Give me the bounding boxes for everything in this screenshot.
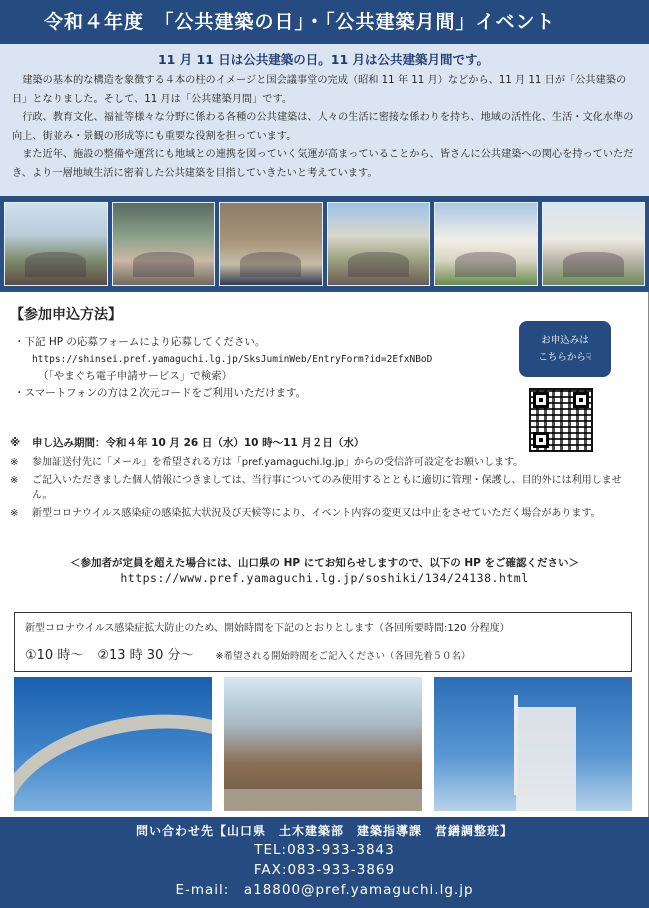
photo-building-facade [542,202,646,286]
intro-headline: 11 月 11 日は公共建築の日。11 月は公共建築月間です。 [157,52,490,67]
apply-form-link[interactable]: https://shinsei.pref.yamaguchi.lg.jp/SksJuminWeb/EntryForm?id=2EfxNBoD [32,354,433,365]
note-application-period [10,436,630,451]
photo-autumn-trees [224,677,422,811]
apply-instructions [14,334,494,402]
apply-line-smartphone: ・スマートフォンの方は２次元コードをご利用いただけます。 [14,387,307,399]
note-mark: ※ [10,437,21,449]
notes-list [10,436,630,524]
event-photo-strip [0,196,649,292]
apply-search-hint: （「やまぐち電子申請サービス」で検索） [38,370,233,382]
note-text: 申し込み期間：令和４年 10 月 26 日（水）10 時～11 月２日（水） [32,437,365,449]
apply-button-label-1: お申込みは [541,335,589,346]
apply-line-form: ・下記 HP の応募フォームにより応募してください。 [14,336,266,348]
photo-visitors-walking [327,202,431,286]
notice-link[interactable]: https://www.pref.yamaguchi.lg.jp/soshiki/134/24138.html [120,571,529,585]
qr-finder-icon [533,392,549,408]
start-time-box [14,612,632,672]
photo-children-group [112,202,216,286]
intro-paragraph: 建築の基本的な構造を象徴する４本の柱のイメージと国会議事堂の完成（昭和 11 年 11 月）などから、11 月 11 日が「公共建築の日」となりました。そして、11 月は「公共建築月間」です。 [12,75,627,105]
apply-section-title: 【参加申込方法】 [10,307,122,323]
intro-paragraph: また近年、施設の整備や運営にも地域との連携を図っていく気運が高まっていることから、皆さんに公共建築への関心を持っていただき、より一層地域生活に密着した公共建築を目指していきたいと考えています。 [12,149,634,179]
page-title: 令和４年度 「公共建築の日」・「公共建築月間」イベント [0,0,649,44]
contact-email[interactable]: E-mail: a18800@pref.yamaguchi.lg.jp [175,882,474,898]
photo-stadium-canopy [434,677,632,811]
qr-finder-icon [573,392,589,408]
intro-paragraph: 行政、教育文化、福祉等様々な分野に係わる各種の公共建築は、人々の生活に密接な係わりを持ち、地域の活性化、生活・文化水準の向上、街並み・景観の形成等にも重要な役割を担っています。 [12,112,634,142]
note-mark: ※ [10,508,19,519]
note-email [10,455,630,470]
photo-children-drawing [219,202,323,286]
photo-children-sketching [4,202,108,286]
capacity-notice: ＜参加者が定員を超えた場合には、山口県の HP にてお知らせしますので、以下の HP をご確認ください＞ [69,557,580,569]
note-privacy [10,473,630,503]
note-mark: ※ [10,475,19,486]
photo-historic-building [434,202,538,286]
start-time-options [25,644,621,663]
start-time-remark: ※希望される開始時間をご記入ください（各回先着５０名） [215,651,471,662]
photo-stadium-roof [14,677,212,811]
contact-footer [0,817,649,908]
note-text: ご記入いただきました個人情報につきましては、当行事についてのみ使用するとともに適切に管理・保護し、目的外には利用しません。 [32,475,622,501]
note-mark: ※ [10,457,19,468]
contact-fax: FAX:083-933-3869 [253,862,396,878]
start-time-1: ①10 時～ [25,648,84,663]
contact-department: 問い合わせ先【山口県 土木建築部 建築指導課 営繕調整班】 [135,824,513,838]
building-photos [14,677,632,811]
contact-tel: TEL:083-933-3843 [254,842,395,858]
note-text: 参加証送付先に「メール」を希望される方は「pref.yamaguchi.lg.jp」からの受信許可設定をお願いします。 [32,457,524,468]
start-time-description: 新型コロナウイルス感染症拡大防止のため、開始時間を下記のとおりとします（各回所要時間:120 分程度） [25,623,510,634]
note-covid [10,506,630,521]
note-text: 新型コロナウイルス感染症の感染拡大状況及び天候等により、イベント内容の変更又は中止をさせていただく場合があります。 [32,508,601,519]
intro-section [0,44,649,196]
apply-button[interactable] [519,321,611,377]
apply-button-label-2: こちらから☟ [538,352,592,363]
start-time-2: ②13 時 30 分～ [97,648,194,663]
